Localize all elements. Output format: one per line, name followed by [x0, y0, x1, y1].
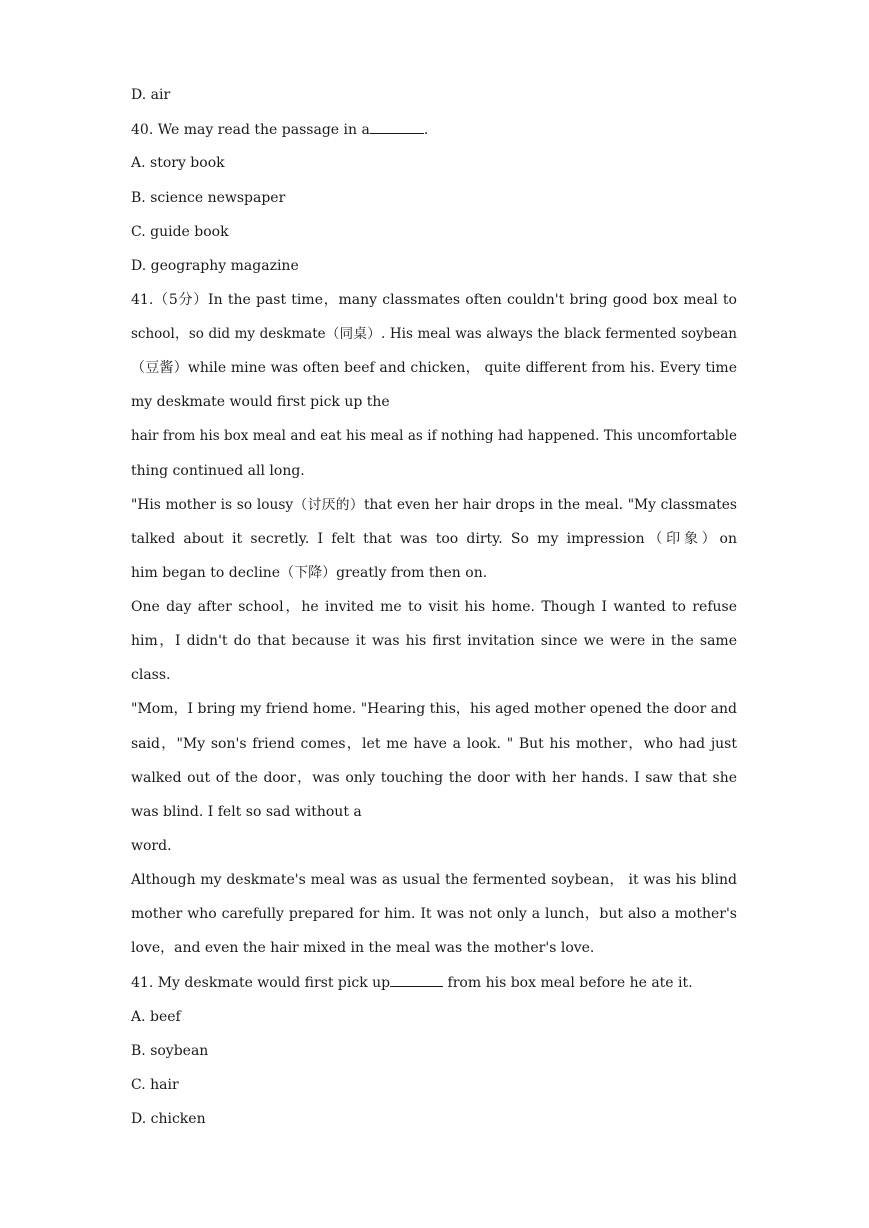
q39-option-d: D. air — [131, 87, 171, 103]
answer-blank — [390, 973, 443, 987]
q41-stem-text: 41. My deskmate would first pick up — [131, 975, 391, 991]
passage-line: him，I didn't do that because it was his first invitation since we were in the same — [131, 633, 737, 649]
passage-line: "His mother is so lousy（讨厌的）that even her hair drops in the meal. "My classmates — [131, 497, 737, 513]
passage-line: class. — [131, 667, 171, 683]
q40-stem — [131, 120, 737, 139]
q40-option-c: C. guide book — [131, 224, 229, 240]
q40-option-a: A. story book — [131, 155, 225, 171]
passage-line: talked about it secretly. I felt that was too dirty. So my impression（印象）on — [131, 531, 737, 547]
q40-option-b: B. science newspaper — [131, 190, 286, 206]
passage-line: school，so did my deskmate（同桌）. His meal was always the black fermented soybean — [131, 326, 737, 342]
passage-line: Although my deskmate's meal was as usual the fermented soybean， it was his blind — [131, 872, 737, 888]
passage-line: hair from his box meal and eat his meal as if nothing had happened. This uncomfortable — [131, 428, 737, 444]
passage-line: him began to decline（下降）greatly from then on. — [131, 565, 488, 581]
q41-option-b: B. soybean — [131, 1043, 209, 1059]
q41-stem-end: from his box meal before he ate it. — [443, 975, 693, 991]
q41-option-c: C. hair — [131, 1077, 179, 1093]
passage-line: word. — [131, 838, 172, 854]
q40-option-d: D. geography magazine — [131, 258, 299, 274]
passage-line: mother who carefully prepared for him. It was not only a lunch，but also a mother's — [131, 906, 737, 922]
passage-line: 41.（5分）In the past time，many classmates often couldn't bring good box meal to — [131, 292, 737, 308]
passage-line: love，and even the hair mixed in the meal was the mother's love. — [131, 940, 595, 956]
q40-stem-text: 40. We may read the passage in a — [131, 122, 370, 138]
q40-stem-end: . — [423, 122, 429, 138]
passage-line: thing continued all long. — [131, 463, 305, 479]
passage-line: walked out of the door，was only touching the door with her hands. I saw that she — [131, 770, 737, 786]
passage-line: （豆酱）while mine was often beef and chicken， quite different from his. Every time — [131, 360, 737, 376]
answer-blank — [370, 120, 424, 134]
passage-line: "Mom，I bring my friend home. "Hearing this，his aged mother opened the door and — [131, 701, 737, 717]
passage-line: said，"My son's friend comes，let me have a look. " But his mother，who had just — [131, 736, 737, 752]
q41-option-d: D. chicken — [131, 1111, 206, 1127]
passage-line: was blind. I felt so sad without a — [131, 804, 362, 820]
passage-line: One day after school，he invited me to visit his home. Though I wanted to refuse — [131, 599, 737, 615]
passage-line: my deskmate would first pick up the — [131, 394, 390, 410]
q41-stem — [131, 973, 737, 992]
q41-option-a: A. beef — [131, 1009, 181, 1025]
